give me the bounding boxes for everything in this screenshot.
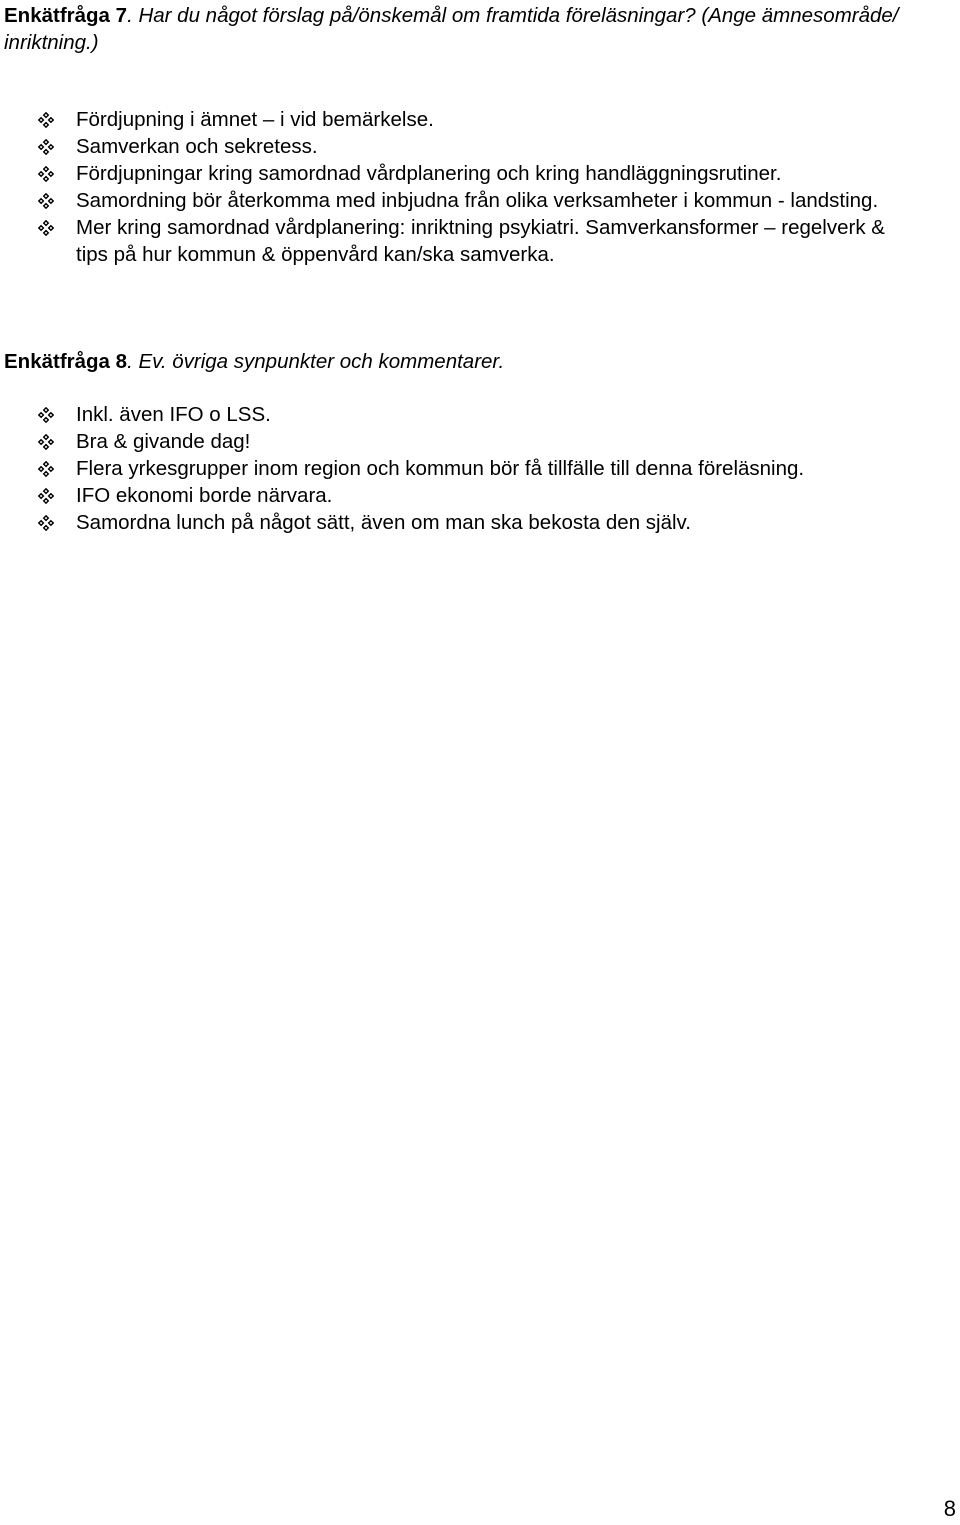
question-7 [4, 2, 904, 56]
answer-item [0, 133, 906, 160]
answer-text: Bra & givande dag! [76, 430, 251, 453]
answer-item [0, 214, 906, 268]
question-7-answer-list [0, 106, 930, 268]
answer-item [0, 482, 906, 509]
four-diamond-bullet-icon [38, 407, 54, 423]
answer-text: Samordna lunch på något sätt, även om man ska bekosta den själv. [76, 511, 691, 534]
answer-text: Samverkan och sekretess. [76, 135, 318, 158]
four-diamond-bullet-icon [38, 193, 54, 209]
question-7-text: . Har du något förslag på/önskemål om framtida föreläsningar? (Ange ämnesområde/ inriktning.) [4, 4, 899, 54]
answer-text: Mer kring samordnad vårdplanering: inriktning psykiatri. Samverkansformer – regelverk & tips på hur kommun & öppenvård kan/ska samverka. [76, 216, 885, 266]
four-diamond-bullet-icon [38, 434, 54, 450]
answer-item [0, 401, 906, 428]
answer-item [0, 106, 906, 133]
four-diamond-bullet-icon [38, 166, 54, 182]
answer-text: Fördjupningar kring samordnad vårdplanering och kring handläggningsrutiner. [76, 162, 782, 185]
four-diamond-bullet-icon [38, 515, 54, 531]
page-number: 8 [943, 1496, 956, 1521]
answer-text: Inkl. även IFO o LSS. [76, 403, 271, 426]
answer-text: IFO ekonomi borde närvara. [76, 484, 333, 507]
question-8-number: Enkätfråga 8 [4, 350, 128, 373]
four-diamond-bullet-icon [38, 461, 54, 477]
question-8 [4, 348, 904, 375]
answer-text: Fördjupning i ämnet – i vid bemärkelse. [76, 108, 434, 131]
four-diamond-bullet-icon [38, 488, 54, 504]
four-diamond-bullet-icon [38, 220, 54, 236]
question-7-number: Enkätfråga 7 [4, 4, 128, 27]
four-diamond-bullet-icon [38, 139, 54, 155]
answer-item [0, 509, 906, 536]
four-diamond-bullet-icon [38, 112, 54, 128]
answer-item [0, 428, 906, 455]
answer-item [0, 160, 906, 187]
answer-item [0, 455, 906, 482]
question-8-answer-list [0, 401, 930, 536]
answer-item [0, 187, 906, 214]
answer-text: Flera yrkesgrupper inom region och kommun bör få tillfälle till denna föreläsning. [76, 457, 805, 480]
question-8-text: . Ev. övriga synpunkter och kommentarer. [127, 350, 505, 373]
answer-text: Samordning bör återkomma med inbjudna från olika verksamheter i kommun - landsting. [76, 189, 879, 212]
